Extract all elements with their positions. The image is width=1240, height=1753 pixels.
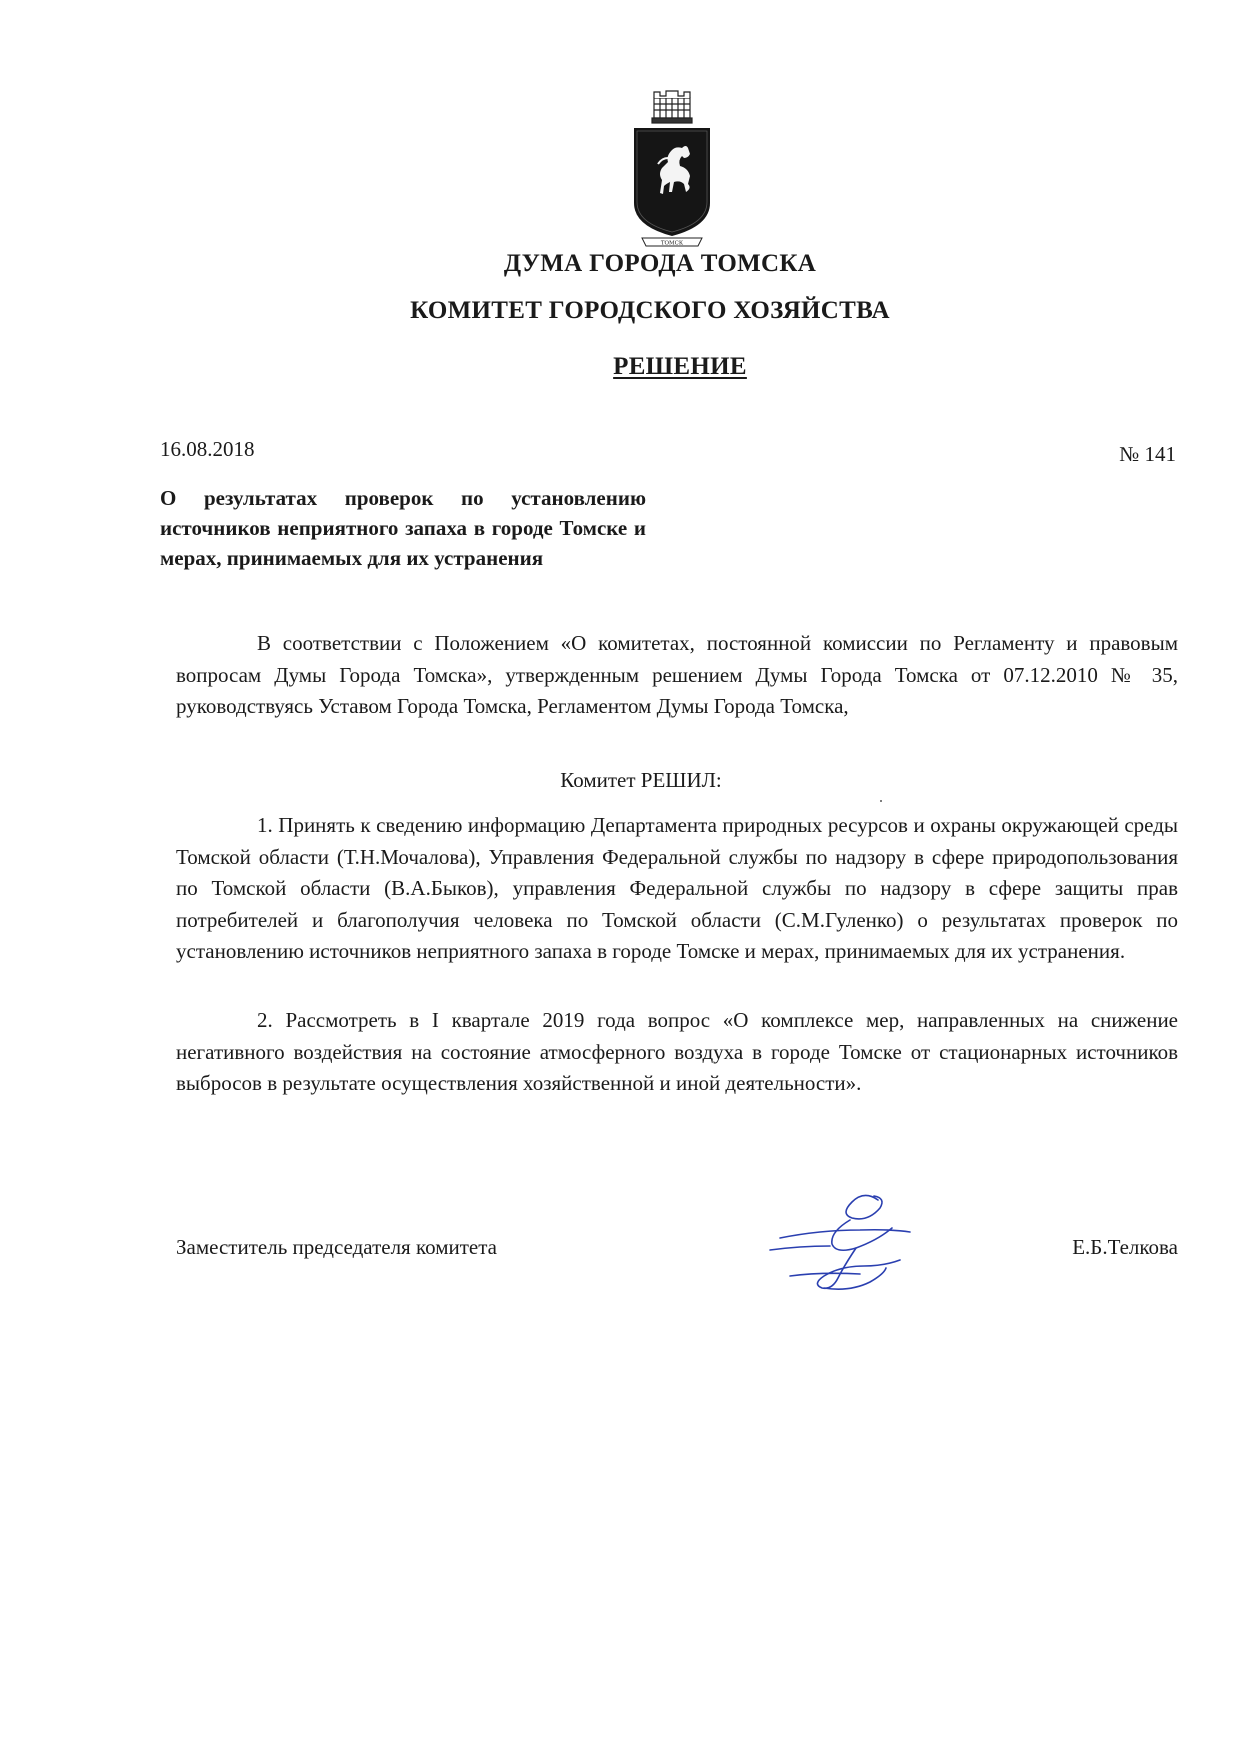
signatory-title: Заместитель председателя комитета (176, 1235, 497, 1259)
tomsk-coat-of-arms-icon (622, 88, 722, 248)
svg-text:ТОМСК: ТОМСК (660, 240, 684, 247)
resolved-heading: Комитет РЕШИЛ: (560, 768, 722, 792)
scan-speck (880, 800, 882, 802)
document-number: № 141 (1119, 442, 1176, 466)
document-date: 16.08.2018 (160, 437, 255, 461)
document-type-heading: РЕШЕНИЕ (613, 353, 747, 380)
handwritten-signature (760, 1180, 930, 1310)
document-subject: О результатах проверок по установлению источников неприятного запаха в городе Томске и мерах, принимаемых для их устранения (160, 486, 646, 570)
resolution-item: 2. Рассмотреть в I квартале 2019 года вопрос «О комплексе мер, направленных на снижение негативного воздействия на состояние атмосферного воздуха в городе Томске от стационарных источников выбросов в результате осуществления хозяйственной и иной деятельности». (176, 1008, 1178, 1095)
committee-title: КОМИТЕТ ГОРОДСКОГО ХОЗЯЙСТВА (410, 297, 890, 324)
resolution-item: 1. Принять к сведению информацию Департамента природных ресурсов и охраны окружающей среды Томской области (Т.Н.Мочалова), Управления Федеральной службы по надзору в сфере природопользования по Томской области (В.А.Быков), управления Федеральной службы по надзору в сфере защиты прав потребителей и благополучия человека по Томской области (С.М.Гуленко) о результатах проверок по установлению источников неприятного запаха в городе Томске и мерах, принимаемых для их устранения. (176, 813, 1178, 963)
signatory-name: Е.Б.Телкова (1072, 1235, 1178, 1259)
organization-title: ДУМА ГОРОДА ТОМСКА (503, 250, 817, 277)
preamble-paragraph: В соответствии с Положением «О комитетах, постоянной комиссии по Регламенту и правовым вопросам Думы Города Томска», утвержденным решением Думы Города Томска от 07.12.2010 № 35, руководствуясь Уставом Города Томска, Регламентом Думы Города Томска, (176, 631, 1178, 718)
